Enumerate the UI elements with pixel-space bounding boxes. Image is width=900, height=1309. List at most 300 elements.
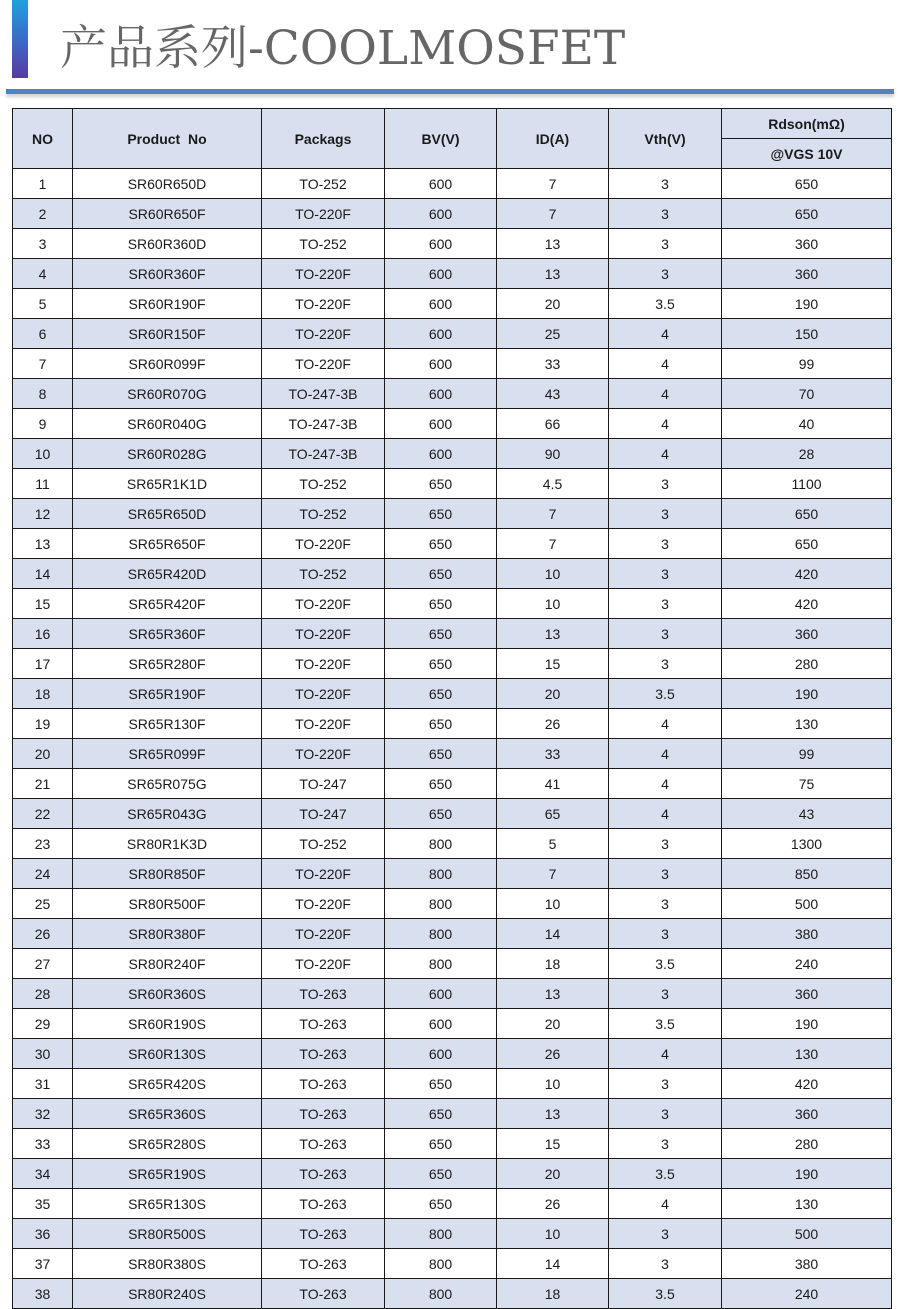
cell-package: TO-220F	[262, 919, 385, 949]
cell-rdson: 40	[722, 409, 892, 439]
cell-rdson: 150	[722, 319, 892, 349]
cell-bv: 600	[385, 439, 497, 469]
cell-product-no: SR80R500S	[73, 1219, 262, 1249]
cell-bv: 650	[385, 1069, 497, 1099]
cell-rdson: 240	[722, 1279, 892, 1309]
cell-no: 3	[13, 229, 73, 259]
cell-rdson: 43	[722, 799, 892, 829]
cell-rdson: 28	[722, 439, 892, 469]
cell-no: 23	[13, 829, 73, 859]
table-row	[13, 919, 892, 949]
cell-product-no: SR80R1K3D	[73, 829, 262, 859]
cell-vth: 3	[609, 469, 722, 499]
cell-rdson: 650	[722, 499, 892, 529]
cell-rdson: 190	[722, 1009, 892, 1039]
cell-rdson: 99	[722, 349, 892, 379]
cell-package: TO-220F	[262, 529, 385, 559]
cell-rdson: 380	[722, 1249, 892, 1279]
cell-bv: 650	[385, 1129, 497, 1159]
cell-package: TO-247	[262, 769, 385, 799]
cell-package: TO-220F	[262, 589, 385, 619]
cell-no: 14	[13, 559, 73, 589]
cell-bv: 650	[385, 1189, 497, 1219]
cell-vth: 4	[609, 739, 722, 769]
cell-product-no: SR60R360F	[73, 259, 262, 289]
cell-rdson: 380	[722, 919, 892, 949]
cell-id: 7	[497, 859, 609, 889]
cell-vth: 3	[609, 979, 722, 1009]
cell-product-no: SR60R650D	[73, 169, 262, 199]
cell-product-no: SR80R380F	[73, 919, 262, 949]
cell-vth: 3	[609, 889, 722, 919]
cell-package: TO-263	[262, 1189, 385, 1219]
cell-bv: 650	[385, 559, 497, 589]
table-row	[13, 1009, 892, 1039]
cell-rdson: 130	[722, 1039, 892, 1069]
cell-vth: 4	[609, 1039, 722, 1069]
cell-no: 34	[13, 1159, 73, 1189]
cell-id: 65	[497, 799, 609, 829]
cell-package: TO-263	[262, 1069, 385, 1099]
cell-bv: 600	[385, 1009, 497, 1039]
cell-id: 4.5	[497, 469, 609, 499]
cell-bv: 600	[385, 259, 497, 289]
cell-vth: 3	[609, 259, 722, 289]
cell-rdson: 190	[722, 1159, 892, 1189]
cell-bv: 800	[385, 1279, 497, 1309]
cell-no: 15	[13, 589, 73, 619]
cell-id: 20	[497, 1009, 609, 1039]
cell-id: 26	[497, 1039, 609, 1069]
table-row	[13, 229, 892, 259]
cell-vth: 4	[609, 769, 722, 799]
cell-package: TO-263	[262, 1219, 385, 1249]
cell-vth: 3	[609, 1219, 722, 1249]
cell-bv: 650	[385, 469, 497, 499]
cell-bv: 600	[385, 229, 497, 259]
cell-no: 11	[13, 469, 73, 499]
table-row	[13, 379, 892, 409]
cell-product-no: SR65R1K1D	[73, 469, 262, 499]
table-row	[13, 259, 892, 289]
cell-product-no: SR60R360D	[73, 229, 262, 259]
cell-package: TO-220F	[262, 949, 385, 979]
cell-no: 25	[13, 889, 73, 919]
cell-vth: 3	[609, 559, 722, 589]
cell-bv: 650	[385, 799, 497, 829]
cell-product-no: SR65R420S	[73, 1069, 262, 1099]
cell-bv: 600	[385, 1039, 497, 1069]
table-row	[13, 529, 892, 559]
page-title: 产品系列-COOLMOSFET	[60, 21, 626, 76]
cell-bv: 600	[385, 319, 497, 349]
cell-no: 4	[13, 259, 73, 289]
cell-no: 32	[13, 1099, 73, 1129]
cell-no: 28	[13, 979, 73, 1009]
cell-bv: 600	[385, 979, 497, 1009]
table-row	[13, 1159, 892, 1189]
cell-no: 8	[13, 379, 73, 409]
cell-product-no: SR60R028G	[73, 439, 262, 469]
cell-rdson: 190	[722, 679, 892, 709]
cell-bv: 800	[385, 829, 497, 859]
cell-package: TO-220F	[262, 619, 385, 649]
cell-product-no: SR65R280S	[73, 1129, 262, 1159]
cell-product-no: SR65R420F	[73, 589, 262, 619]
cell-vth: 3.5	[609, 1009, 722, 1039]
cell-id: 15	[497, 649, 609, 679]
cell-vth: 3	[609, 1069, 722, 1099]
table-row	[13, 679, 892, 709]
title-accent-bar	[12, 0, 28, 78]
cell-no: 20	[13, 739, 73, 769]
table-row	[13, 559, 892, 589]
cell-no: 13	[13, 529, 73, 559]
col-header-no: NO	[13, 109, 73, 169]
cell-product-no: SR60R040G	[73, 409, 262, 439]
cell-vth: 3	[609, 499, 722, 529]
cell-id: 43	[497, 379, 609, 409]
cell-bv: 650	[385, 649, 497, 679]
cell-rdson: 1100	[722, 469, 892, 499]
cell-product-no: SR65R075G	[73, 769, 262, 799]
cell-rdson: 360	[722, 1099, 892, 1129]
col-header-bv: BV(V)	[385, 109, 497, 169]
cell-bv: 650	[385, 769, 497, 799]
cell-rdson: 130	[722, 709, 892, 739]
cell-id: 18	[497, 1279, 609, 1309]
cell-vth: 3	[609, 1249, 722, 1279]
table-row	[13, 1129, 892, 1159]
cell-product-no: SR60R130S	[73, 1039, 262, 1069]
cell-package: TO-252	[262, 469, 385, 499]
table-row	[13, 1279, 892, 1309]
cell-no: 27	[13, 949, 73, 979]
cell-rdson: 360	[722, 229, 892, 259]
cell-id: 20	[497, 679, 609, 709]
table-row	[13, 979, 892, 1009]
table-row	[13, 499, 892, 529]
table-row	[13, 889, 892, 919]
cell-package: TO-220F	[262, 739, 385, 769]
cell-bv: 650	[385, 499, 497, 529]
cell-package: TO-220F	[262, 349, 385, 379]
cell-id: 7	[497, 199, 609, 229]
header-separator	[6, 89, 894, 94]
cell-package: TO-263	[262, 1009, 385, 1039]
cell-product-no: SR65R420D	[73, 559, 262, 589]
cell-product-no: SR80R500F	[73, 889, 262, 919]
col-header-id: ID(A)	[497, 109, 609, 169]
cell-product-no: SR65R043G	[73, 799, 262, 829]
cell-id: 13	[497, 259, 609, 289]
cell-package: TO-247	[262, 799, 385, 829]
cell-no: 33	[13, 1129, 73, 1159]
product-spec-table	[12, 108, 892, 1309]
table-body	[13, 169, 892, 1309]
cell-product-no: SR65R650F	[73, 529, 262, 559]
cell-bv: 650	[385, 1159, 497, 1189]
cell-rdson: 650	[722, 169, 892, 199]
cell-product-no: SR60R360S	[73, 979, 262, 1009]
cell-rdson: 280	[722, 1129, 892, 1159]
cell-rdson: 99	[722, 739, 892, 769]
cell-vth: 3	[609, 199, 722, 229]
cell-no: 38	[13, 1279, 73, 1309]
cell-no: 2	[13, 199, 73, 229]
table-row	[13, 289, 892, 319]
table-row	[13, 469, 892, 499]
cell-product-no: SR65R190F	[73, 679, 262, 709]
cell-package: TO-220F	[262, 319, 385, 349]
cell-package: TO-252	[262, 169, 385, 199]
cell-rdson: 190	[722, 289, 892, 319]
cell-no: 24	[13, 859, 73, 889]
cell-no: 7	[13, 349, 73, 379]
table-row	[13, 319, 892, 349]
cell-id: 25	[497, 319, 609, 349]
cell-id: 18	[497, 949, 609, 979]
cell-id: 7	[497, 529, 609, 559]
cell-bv: 600	[385, 379, 497, 409]
cell-vth: 3	[609, 649, 722, 679]
cell-id: 10	[497, 1069, 609, 1099]
cell-bv: 800	[385, 889, 497, 919]
cell-bv: 800	[385, 949, 497, 979]
cell-vth: 3	[609, 1099, 722, 1129]
table-row	[13, 709, 892, 739]
cell-vth: 4	[609, 439, 722, 469]
table-row	[13, 409, 892, 439]
cell-package: TO-220F	[262, 859, 385, 889]
table-row	[13, 649, 892, 679]
cell-vth: 4	[609, 379, 722, 409]
cell-product-no: SR65R360F	[73, 619, 262, 649]
cell-vth: 3	[609, 229, 722, 259]
cell-vth: 3	[609, 529, 722, 559]
cell-vth: 3	[609, 829, 722, 859]
cell-no: 12	[13, 499, 73, 529]
cell-product-no: SR60R150F	[73, 319, 262, 349]
cell-no: 6	[13, 319, 73, 349]
cell-package: TO-263	[262, 1249, 385, 1279]
cell-package: TO-263	[262, 1129, 385, 1159]
table-row	[13, 1189, 892, 1219]
cell-id: 10	[497, 889, 609, 919]
cell-vth: 4	[609, 709, 722, 739]
cell-vth: 3	[609, 1129, 722, 1159]
cell-rdson: 75	[722, 769, 892, 799]
cell-no: 10	[13, 439, 73, 469]
cell-no: 29	[13, 1009, 73, 1039]
cell-product-no: SR65R099F	[73, 739, 262, 769]
cell-package: TO-252	[262, 559, 385, 589]
cell-rdson: 280	[722, 649, 892, 679]
cell-no: 22	[13, 799, 73, 829]
cell-product-no: SR65R280F	[73, 649, 262, 679]
cell-bv: 650	[385, 709, 497, 739]
table-row	[13, 829, 892, 859]
table-row	[13, 619, 892, 649]
cell-rdson: 850	[722, 859, 892, 889]
cell-bv: 800	[385, 1249, 497, 1279]
col-header-rdson-condition: @VGS 10V	[722, 139, 892, 169]
cell-package: TO-220F	[262, 649, 385, 679]
cell-rdson: 650	[722, 529, 892, 559]
cell-id: 7	[497, 499, 609, 529]
cell-product-no: SR65R650D	[73, 499, 262, 529]
cell-product-no: SR80R380S	[73, 1249, 262, 1279]
cell-package: TO-263	[262, 979, 385, 1009]
cell-id: 41	[497, 769, 609, 799]
cell-vth: 3	[609, 169, 722, 199]
cell-no: 21	[13, 769, 73, 799]
table-row	[13, 349, 892, 379]
cell-package: TO-252	[262, 499, 385, 529]
table-row	[13, 859, 892, 889]
cell-id: 66	[497, 409, 609, 439]
cell-bv: 800	[385, 859, 497, 889]
cell-no: 37	[13, 1249, 73, 1279]
cell-id: 13	[497, 1099, 609, 1129]
cell-product-no: SR60R650F	[73, 199, 262, 229]
cell-package: TO-263	[262, 1099, 385, 1129]
table-row	[13, 1069, 892, 1099]
table-row	[13, 589, 892, 619]
cell-bv: 800	[385, 1219, 497, 1249]
cell-no: 30	[13, 1039, 73, 1069]
cell-vth: 3.5	[609, 679, 722, 709]
cell-vth: 3	[609, 859, 722, 889]
cell-package: TO-247-3B	[262, 379, 385, 409]
cell-id: 26	[497, 709, 609, 739]
cell-no: 36	[13, 1219, 73, 1249]
cell-package: TO-220F	[262, 259, 385, 289]
cell-vth: 4	[609, 799, 722, 829]
cell-no: 19	[13, 709, 73, 739]
cell-vth: 3	[609, 919, 722, 949]
cell-id: 13	[497, 619, 609, 649]
cell-no: 1	[13, 169, 73, 199]
cell-vth: 3	[609, 619, 722, 649]
cell-package: TO-252	[262, 829, 385, 859]
cell-id: 33	[497, 739, 609, 769]
table-row	[13, 1039, 892, 1069]
cell-product-no: SR65R360S	[73, 1099, 262, 1129]
cell-id: 14	[497, 1249, 609, 1279]
cell-rdson: 500	[722, 889, 892, 919]
cell-id: 90	[497, 439, 609, 469]
cell-no: 18	[13, 679, 73, 709]
cell-bv: 650	[385, 529, 497, 559]
cell-rdson: 360	[722, 979, 892, 1009]
col-header-packags: Packags	[262, 109, 385, 169]
table-row	[13, 739, 892, 769]
cell-bv: 800	[385, 919, 497, 949]
cell-id: 5	[497, 829, 609, 859]
table-row	[13, 199, 892, 229]
cell-id: 13	[497, 229, 609, 259]
cell-no: 31	[13, 1069, 73, 1099]
cell-product-no: SR60R190F	[73, 289, 262, 319]
cell-vth: 3	[609, 589, 722, 619]
cell-product-no: SR80R850F	[73, 859, 262, 889]
table-row	[13, 1249, 892, 1279]
cell-id: 10	[497, 1219, 609, 1249]
cell-bv: 600	[385, 289, 497, 319]
cell-id: 10	[497, 589, 609, 619]
cell-rdson: 70	[722, 379, 892, 409]
cell-vth: 3.5	[609, 1159, 722, 1189]
cell-product-no: SR65R130S	[73, 1189, 262, 1219]
cell-rdson: 1300	[722, 829, 892, 859]
table-row	[13, 1219, 892, 1249]
cell-package: TO-220F	[262, 709, 385, 739]
cell-vth: 4	[609, 409, 722, 439]
cell-vth: 3.5	[609, 949, 722, 979]
cell-package: TO-247-3B	[262, 439, 385, 469]
cell-package: TO-263	[262, 1279, 385, 1309]
cell-rdson: 360	[722, 259, 892, 289]
cell-package: TO-220F	[262, 679, 385, 709]
cell-rdson: 420	[722, 1069, 892, 1099]
cell-id: 15	[497, 1129, 609, 1159]
cell-rdson: 420	[722, 589, 892, 619]
cell-bv: 600	[385, 199, 497, 229]
cell-bv: 600	[385, 409, 497, 439]
table-row	[13, 169, 892, 199]
cell-no: 9	[13, 409, 73, 439]
cell-no: 35	[13, 1189, 73, 1219]
cell-vth: 3.5	[609, 1279, 722, 1309]
table-row	[13, 439, 892, 469]
cell-id: 7	[497, 169, 609, 199]
cell-package: TO-220F	[262, 889, 385, 919]
cell-id: 26	[497, 1189, 609, 1219]
cell-vth: 4	[609, 349, 722, 379]
cell-no: 17	[13, 649, 73, 679]
cell-vth: 4	[609, 319, 722, 349]
cell-rdson: 130	[722, 1189, 892, 1219]
cell-package: TO-247-3B	[262, 409, 385, 439]
cell-id: 10	[497, 559, 609, 589]
cell-bv: 650	[385, 619, 497, 649]
cell-product-no: SR80R240S	[73, 1279, 262, 1309]
cell-package: TO-263	[262, 1039, 385, 1069]
cell-id: 20	[497, 289, 609, 319]
cell-bv: 650	[385, 589, 497, 619]
col-header-product-no: Product No	[73, 109, 262, 169]
cell-id: 33	[497, 349, 609, 379]
table-row	[13, 799, 892, 829]
cell-rdson: 650	[722, 199, 892, 229]
cell-package: TO-263	[262, 1159, 385, 1189]
cell-bv: 600	[385, 169, 497, 199]
col-header-vth: Vth(V)	[609, 109, 722, 169]
table-header	[13, 109, 892, 169]
cell-rdson: 240	[722, 949, 892, 979]
cell-product-no: SR60R190S	[73, 1009, 262, 1039]
cell-id: 13	[497, 979, 609, 1009]
table-row	[13, 949, 892, 979]
cell-product-no: SR60R099F	[73, 349, 262, 379]
cell-bv: 600	[385, 349, 497, 379]
cell-bv: 650	[385, 739, 497, 769]
cell-package: TO-220F	[262, 289, 385, 319]
col-header-rdson: Rdson(mΩ)	[722, 109, 892, 139]
cell-no: 16	[13, 619, 73, 649]
cell-rdson: 420	[722, 559, 892, 589]
